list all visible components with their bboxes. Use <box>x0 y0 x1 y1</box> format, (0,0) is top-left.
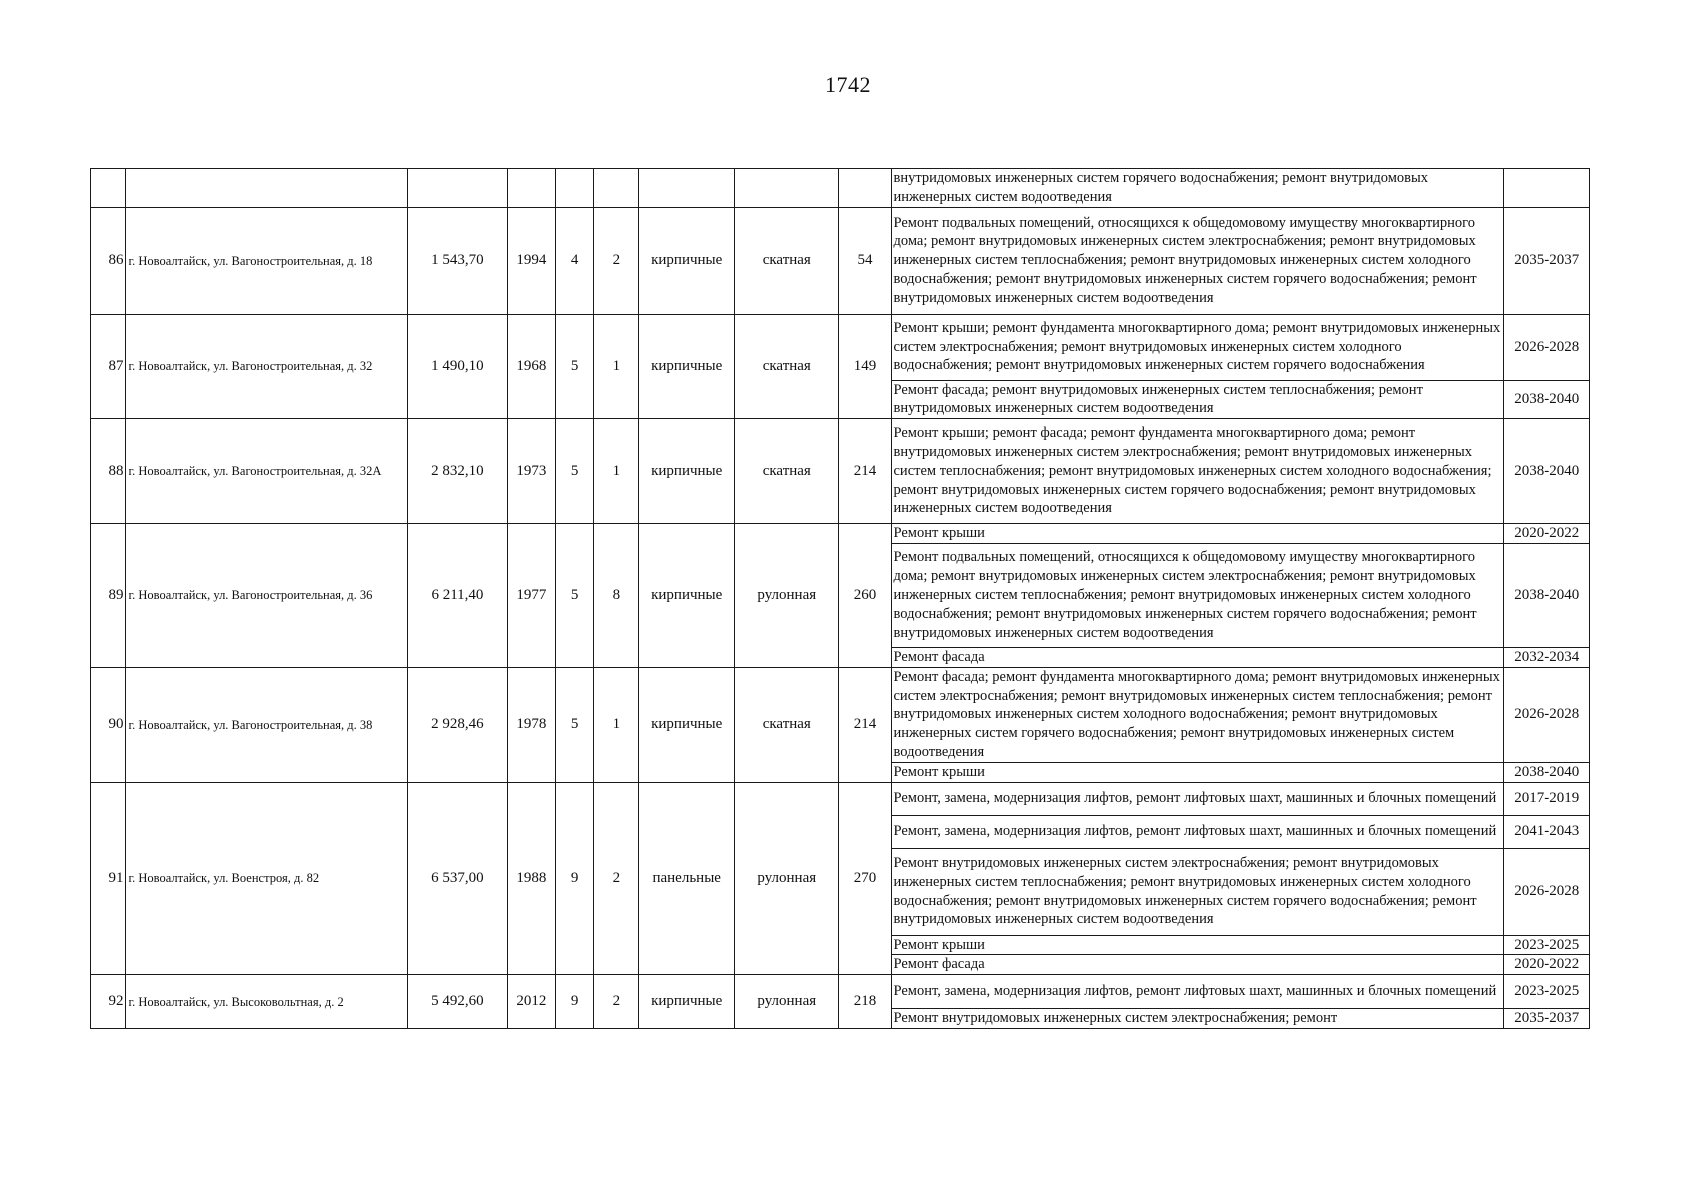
building-area: 2 928,46 <box>407 667 507 782</box>
floor-count: 4 <box>555 207 594 314</box>
work-period: 2038-2040 <box>1504 380 1590 419</box>
wall-material: панельные <box>639 782 735 975</box>
roof-type: рулонная <box>735 975 839 1029</box>
entrance-count: 1 <box>594 419 639 524</box>
table-row-continued <box>91 169 1590 208</box>
work-period: 2038-2040 <box>1504 543 1590 647</box>
work-description: Ремонт, замена, модернизация лифтов, ремонт лифтовых шахт, машинных и блочных помещений <box>891 815 1504 848</box>
work-description: Ремонт фасада <box>891 647 1504 667</box>
row-number: 92 <box>91 975 126 1029</box>
floor-count: 5 <box>555 524 594 668</box>
resident-count: 149 <box>839 314 891 419</box>
resident-count: 214 <box>839 667 891 782</box>
work-description: Ремонт, замена, модернизация лифтов, ремонт лифтовых шахт, машинных и блочных помещений <box>891 782 1504 815</box>
wall-material: кирпичные <box>639 524 735 668</box>
building-address: г. Новоалтайск, ул. Высоковольтная, д. 2 <box>126 975 407 1029</box>
building-area: 2 832,10 <box>407 419 507 524</box>
work-period: 2041-2043 <box>1504 815 1590 848</box>
building-area: 5 492,60 <box>407 975 507 1029</box>
build-year: 2012 <box>507 975 555 1029</box>
floor-count: 5 <box>555 419 594 524</box>
building-area: 1 543,70 <box>407 207 507 314</box>
work-description: Ремонт крыши; ремонт фасада; ремонт фундамента многоквартирного дома; ремонт внутридомовых инженерных систем электроснабжения; ремонт внутридомовых инженерных систем теплоснабжения; ремонт внутридомовых инженерных систем холодного водоснабжения; ремонт внутридомовых инженерных систем горячего водоснабжения; ремонт внутридомовых инженерных систем водоотведения <box>891 419 1504 524</box>
empty-cell <box>839 169 891 208</box>
building-area: 6 211,40 <box>407 524 507 668</box>
table-row <box>91 667 1590 762</box>
build-year: 1978 <box>507 667 555 782</box>
table-row <box>91 975 1590 1009</box>
work-period: 2035-2037 <box>1504 1009 1590 1029</box>
floor-count: 5 <box>555 314 594 419</box>
capital-repair-table <box>90 168 1590 1029</box>
empty-cell <box>126 169 407 208</box>
building-address: г. Новоалтайск, ул. Вагоностроительная, д. 32А <box>126 419 407 524</box>
work-description: Ремонт подвальных помещений, относящихся к общедомовому имуществу многоквартирного дома; ремонт внутридомовых инженерных систем электроснабжения; ремонт внутридомовых инженерных систем теплоснабжения; ремонт внутридомовых инженерных систем холодного водоснабжения; ремонт внутридомовых инженерных систем горячего водоснабжения; ремонт внутридомовых инженерных систем водоотведения <box>891 207 1504 314</box>
floor-count: 9 <box>555 975 594 1029</box>
empty-cell <box>91 169 126 208</box>
work-description: Ремонт фасада; ремонт внутридомовых инженерных систем теплоснабжения; ремонт внутридомовых инженерных систем водоотведения <box>891 380 1504 419</box>
entrance-count: 8 <box>594 524 639 668</box>
resident-count: 218 <box>839 975 891 1029</box>
work-period: 2032-2034 <box>1504 647 1590 667</box>
work-period: 2023-2025 <box>1504 935 1590 955</box>
building-address: г. Новоалтайск, ул. Вагоностроительная, д. 36 <box>126 524 407 668</box>
entrance-count: 1 <box>594 667 639 782</box>
work-description: Ремонт крыши; ремонт фундамента многоквартирного дома; ремонт внутридомовых инженерных систем электроснабжения; ремонт внутридомовых инженерных систем холодного водоснабжения; ремонт внутридомовых инженерных систем горячего водоснабжения <box>891 314 1504 380</box>
entrance-count: 2 <box>594 975 639 1029</box>
work-description: Ремонт внутридомовых инженерных систем электроснабжения; ремонт <box>891 1009 1504 1029</box>
wall-material: кирпичные <box>639 314 735 419</box>
roof-type: рулонная <box>735 524 839 668</box>
entrance-count: 1 <box>594 314 639 419</box>
floor-count: 5 <box>555 667 594 782</box>
resident-count: 54 <box>839 207 891 314</box>
build-year: 1988 <box>507 782 555 975</box>
table-row <box>91 419 1590 524</box>
wall-material: кирпичные <box>639 667 735 782</box>
build-year: 1968 <box>507 314 555 419</box>
work-period <box>1504 169 1590 208</box>
entrance-count: 2 <box>594 207 639 314</box>
work-description: Ремонт фасада; ремонт фундамента многоквартирного дома; ремонт внутридомовых инженерных систем электроснабжения; ремонт внутридомовых инженерных систем теплоснабжения; ремонт внутридомовых инженерных систем холодного водоснабжения; ремонт внутридомовых инженерных систем горячего водоснабжения; ремонт внутридомовых инженерных систем водоотведения <box>891 667 1504 762</box>
work-description: Ремонт фасада <box>891 955 1504 975</box>
empty-cell <box>507 169 555 208</box>
work-period: 2023-2025 <box>1504 975 1590 1009</box>
wall-material: кирпичные <box>639 975 735 1029</box>
work-period: 2038-2040 <box>1504 419 1590 524</box>
building-address: г. Новоалтайск, ул. Вагоностроительная, д. 18 <box>126 207 407 314</box>
row-number: 87 <box>91 314 126 419</box>
building-address: г. Новоалтайск, ул. Военстроя, д. 82 <box>126 782 407 975</box>
roof-type: скатная <box>735 419 839 524</box>
building-area: 1 490,10 <box>407 314 507 419</box>
row-number: 88 <box>91 419 126 524</box>
table-row <box>91 207 1590 314</box>
page-number: 1742 <box>825 72 871 97</box>
empty-cell <box>735 169 839 208</box>
build-year: 1994 <box>507 207 555 314</box>
work-description: Ремонт крыши <box>891 762 1504 782</box>
empty-cell <box>639 169 735 208</box>
work-period: 2020-2022 <box>1504 524 1590 544</box>
building-area: 6 537,00 <box>407 782 507 975</box>
roof-type: рулонная <box>735 782 839 975</box>
work-description: Ремонт подвальных помещений, относящихся к общедомовому имуществу многоквартирного дома; ремонт внутридомовых инженерных систем электроснабжения; ремонт внутридомовых инженерных систем теплоснабжения; ремонт внутридомовых инженерных систем холодного водоснабжения; ремонт внутридомовых инженерных систем горячего водоснабжения; ремонт внутридомовых инженерных систем водоотведения <box>891 543 1504 647</box>
entrance-count: 2 <box>594 782 639 975</box>
table-row <box>91 314 1590 380</box>
work-period: 2026-2028 <box>1504 848 1590 935</box>
building-address: г. Новоалтайск, ул. Вагоностроительная, д. 38 <box>126 667 407 782</box>
work-period: 2026-2028 <box>1504 667 1590 762</box>
roof-type: скатная <box>735 667 839 782</box>
row-number: 91 <box>91 782 126 975</box>
empty-cell <box>594 169 639 208</box>
work-description: Ремонт крыши <box>891 935 1504 955</box>
wall-material: кирпичные <box>639 207 735 314</box>
work-period: 2026-2028 <box>1504 314 1590 380</box>
row-number: 90 <box>91 667 126 782</box>
roof-type: скатная <box>735 314 839 419</box>
resident-count: 270 <box>839 782 891 975</box>
work-description: Ремонт крыши <box>891 524 1504 544</box>
roof-type: скатная <box>735 207 839 314</box>
build-year: 1973 <box>507 419 555 524</box>
work-period: 2038-2040 <box>1504 762 1590 782</box>
work-period: 2035-2037 <box>1504 207 1590 314</box>
resident-count: 214 <box>839 419 891 524</box>
work-description: Ремонт внутридомовых инженерных систем электроснабжения; ремонт внутридомовых инженерных систем теплоснабжения; ремонт внутридомовых инженерных систем холодного водоснабжения; ремонт внутридомовых инженерных систем горячего водоснабжения; ремонт внутридомовых инженерных систем водоотведения <box>891 848 1504 935</box>
row-number: 89 <box>91 524 126 668</box>
work-description: внутридомовых инженерных систем горячего водоснабжения; ремонт внутридомовых инженерных систем водоотведения <box>891 169 1504 208</box>
resident-count: 260 <box>839 524 891 668</box>
build-year: 1977 <box>507 524 555 668</box>
table-row <box>91 524 1590 544</box>
floor-count: 9 <box>555 782 594 975</box>
building-address: г. Новоалтайск, ул. Вагоностроительная, д. 32 <box>126 314 407 419</box>
work-period: 2020-2022 <box>1504 955 1590 975</box>
wall-material: кирпичные <box>639 419 735 524</box>
empty-cell <box>555 169 594 208</box>
row-number: 86 <box>91 207 126 314</box>
empty-cell <box>407 169 507 208</box>
work-period: 2017-2019 <box>1504 782 1590 815</box>
table-row <box>91 782 1590 815</box>
work-description: Ремонт, замена, модернизация лифтов, ремонт лифтовых шахт, машинных и блочных помещений <box>891 975 1504 1009</box>
